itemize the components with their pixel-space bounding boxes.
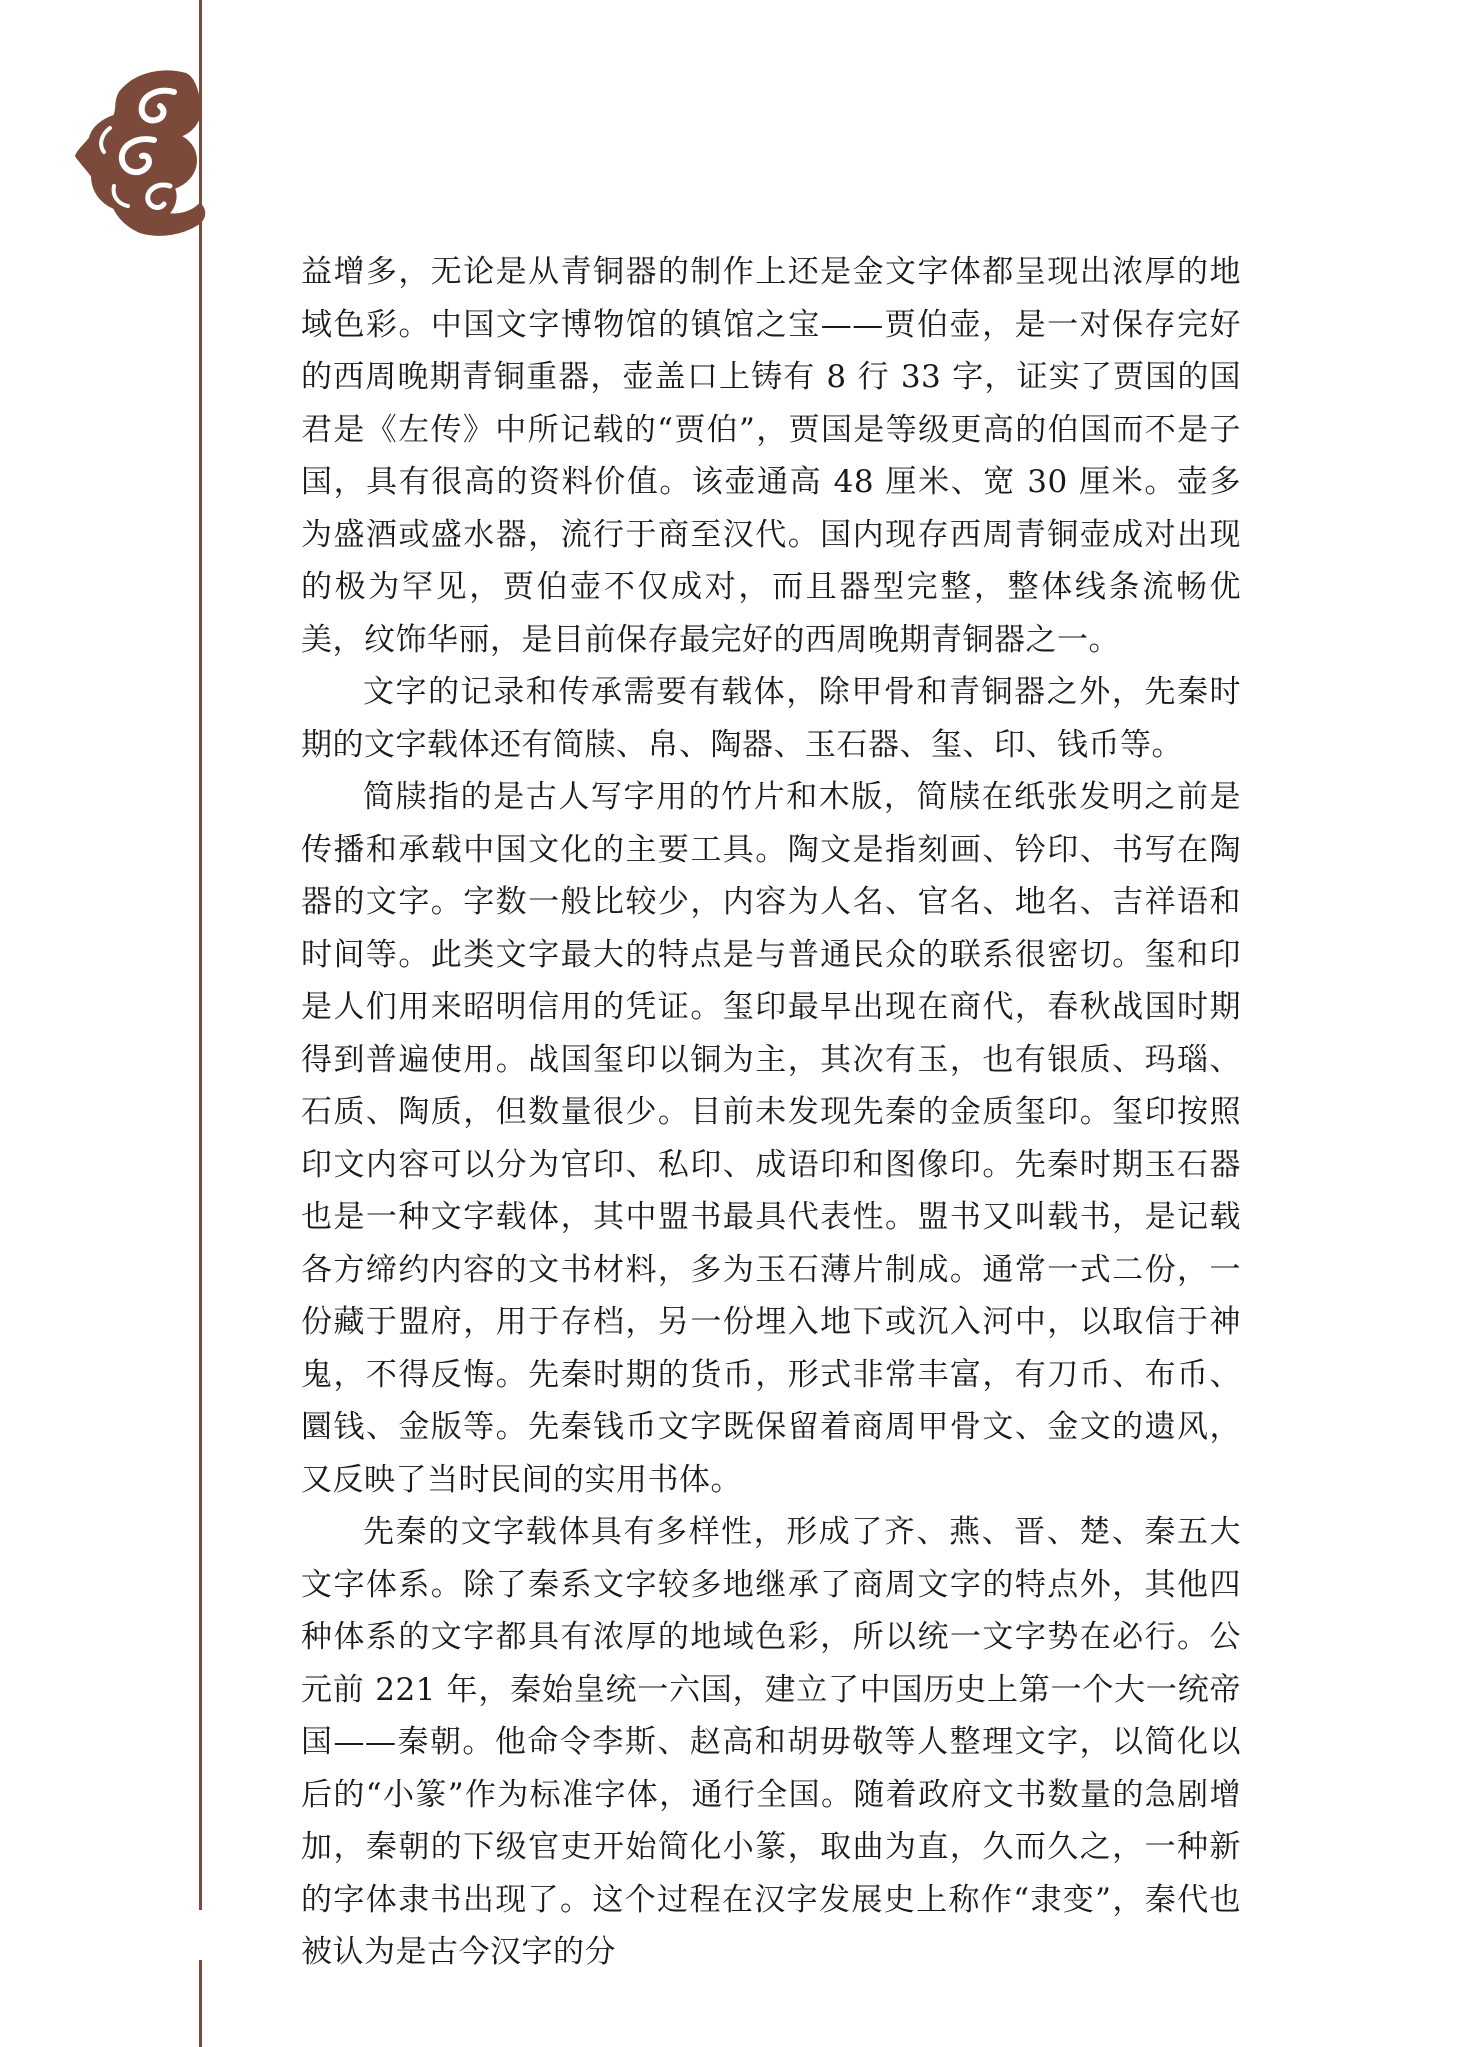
- body-text: [301, 246, 1241, 1979]
- left-margin-rule-lower: [199, 1960, 202, 2047]
- auspicious-cloud-icon: [74, 68, 206, 238]
- left-margin-rule: [199, 0, 202, 1910]
- paragraph-carriers: 文字的记录和传承需要有载体，除甲骨和青铜器之外，先秦时期的文字载体还有简牍、帛、陶器、玉石器、玺、印、钱币等。: [301, 674, 1241, 763]
- paragraph-bamboo-slips: 简牍指的是古人写字用的竹片和木版，简牍在纸张发明之前是传播和承载中国文化的主要工具。陶文是指刻画、钤印、书写在陶器的文字。字数一般比较少，内容为人名、官名、地名、吉祥语和时间等。此类文字最大的特点是与普通民众的联系很密切。玺和印是人们用来昭明信用的凭证。玺印最早出现在商代，春秋战国时期得到普遍使用。战国玺印以铜为主，其次有玉，也有银质、玛瑙、石质、陶质，但数量很少。目前未发现先秦的金质玺印。玺印按照印文内容可以分为官印、私印、成语印和图像印。先秦时期玉石器也是一种文字载体，其中盟书最具代表性。盟书又叫载书，是记载各方缔约内容的文书材料，多为玉石薄片制成。通常一式二份，一份藏于盟府，用于存档，另一份埋入地下或沉入河中，以取信于神鬼，不得反悔。先秦时期的货币，形式非常丰富，有刀币、布币、圜钱、金版等。先秦钱币文字既保留着商周甲骨文、金文的遗风，又反映了当时民间的实用书体。: [301, 779, 1241, 1498]
- paragraph-continuation: 益增多，无论是从青铜器的制作上还是金文字体都呈现出浓厚的地域色彩。中国文字博物馆的镇馆之宝——贾伯壶，是一对保存完好的西周晚期青铜重器，壶盖口上铸有 8 行 33 字，证实了贾国的国君是《左传》中所记载的“贾伯”，贾国是等级更高的伯国而不是子国，具有很高的资料价值。该壶通高 48 厘米、宽 30 厘米。壶多为盛酒或盛水器，流行于商至汉代。国内现存西周青铜壶成对出现的极为罕见，贾伯壶不仅成对，而且器型完整，整体线条流畅优美，纹饰华丽，是目前保存最完好的西周晚期青铜器之一。: [301, 254, 1241, 658]
- paragraph-unification: 先秦的文字载体具有多样性，形成了齐、燕、晋、楚、秦五大文字体系。除了秦系文字较多地继承了商周文字的特点外，其他四种体系的文字都具有浓厚的地域色彩，所以统一文字势在必行。公元前 221 年，秦始皇统一六国，建立了中国历史上第一个大一统帝国——秦朝。他命令李斯、赵高和胡毋敬等人整理文字，以简化以后的“小篆”作为标准字体，通行全国。随着政府文书数量的急剧增加，秦朝的下级官吏开始简化小篆，取曲为直，久而久之，一种新的字体隶书出现了。这个过程在汉字发展史上称作“隶变”，秦代也被认为是古今汉字的分: [301, 1514, 1241, 1970]
